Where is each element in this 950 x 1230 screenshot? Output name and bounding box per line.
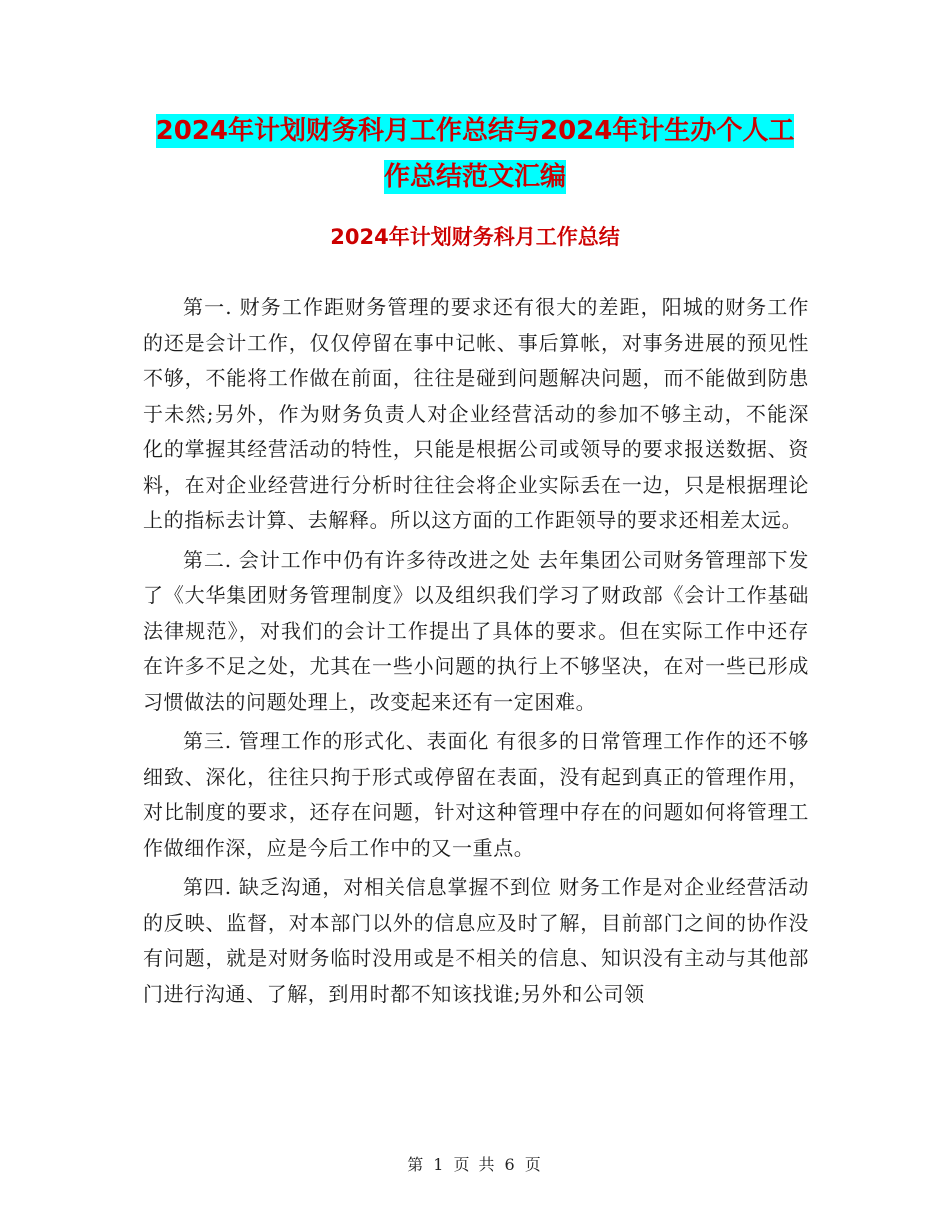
paragraph: 第四. 缺乏沟通，对相关信息掌握不到位 财务工作是对企业经营活动的反映、监督，对本部门以外的信息应及时了解，目前部门之间的协作没有问题，就是对财务临时没用或是不相关的信息、知识没有主动与其他部门进行沟通、了解，到用时都不知该找谁;另外和公司领 [143, 875, 809, 1006]
document-body [143, 290, 809, 1016]
page-number: 1 [433, 1155, 446, 1174]
paragraph: 第二. 会计工作中仍有许多待改进之处 去年集团公司财务管理部下发了《大华集团财务管理制度》以及组织我们学习了财政部《会计工作基础法律规范》，对我们的会计工作提出了具体的要求。但在实际工作中还存在许多不足之处，尤其在一些小问题的执行上不够坚决，在对一些已形成习惯做法的问题处理上，改变起来还有一定困难。 [143, 547, 809, 714]
footer-prefix: 第 [407, 1155, 426, 1174]
document-title [140, 108, 810, 200]
paragraph: 第三. 管理工作的形式化、表面化 有很多的日常管理工作作的还不够细致、深化，往往只拘于形式或停留在表面，没有起到真正的管理作用，对比制度的要求，还存在问题，针对这种管理中存在的问题如何将管理工作做细作深，应是今后工作中的又一重点。 [143, 729, 809, 860]
title-highlight [156, 114, 795, 194]
footer-suffix: 页 [524, 1155, 543, 1174]
page-footer [0, 1152, 950, 1175]
total-pages: 6 [504, 1155, 517, 1174]
title-line-2: 作总结范文汇编 [383, 162, 566, 192]
section-title: 2024年计划财务科月工作总结 [330, 225, 620, 249]
paragraph: 第一. 财务工作距财务管理的要求还有很大的差距，阳城的财务工作的还是会计工作，仅仅停留在事中记帐、事后算帐，对事务进展的预见性不够，不能将工作做在前面，往往是碰到问题解决问题，而不能做到防患于未然;另外，作为财务负责人对企业经营活动的参加不够主动，不能深化的掌握其经营活动的特性，只能是根据公司或领导的要求报送数据、资料，在对企业经营进行分析时往往会将企业实际丢在一边，只是根据理论上的指标去计算、去解释。所以这方面的工作距领导的要求还相差太远。 [143, 295, 809, 532]
footer-middle: 页 共 [453, 1155, 497, 1174]
title-line-1: 2024年计划财务科月工作总结与2024年计生办个人工 [155, 116, 795, 146]
